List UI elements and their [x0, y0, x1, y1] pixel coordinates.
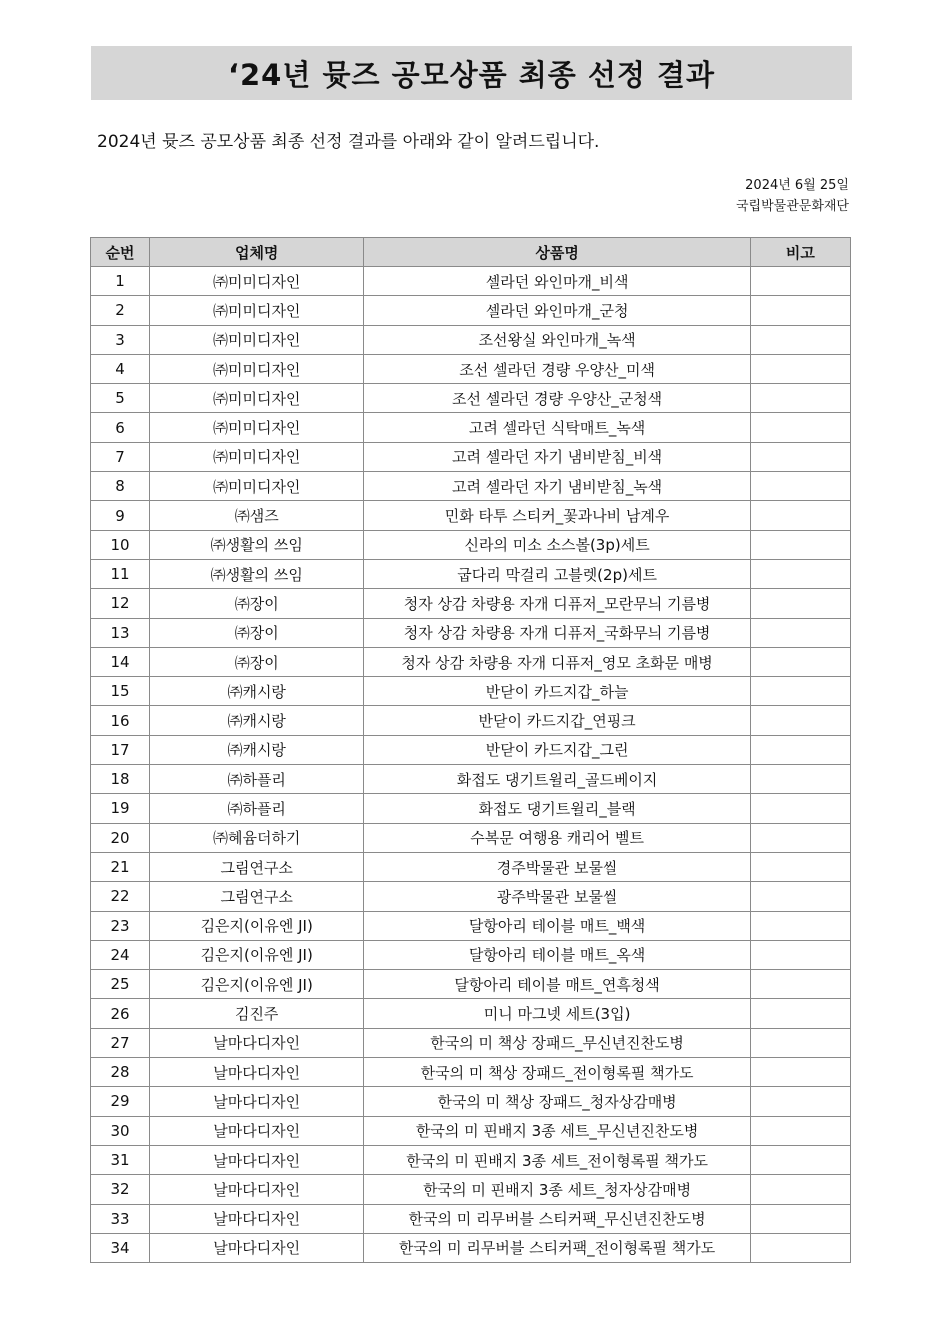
cell-number: 20: [91, 823, 150, 852]
table-row: [91, 354, 851, 383]
cell-product: 반닫이 카드지갑_하늘: [364, 677, 751, 706]
table-row: [91, 296, 851, 325]
table-row: [91, 442, 851, 471]
cell-note: [750, 823, 850, 852]
issuing-organization: 국립박물관문화재단: [735, 199, 849, 214]
cell-number: 17: [91, 735, 150, 764]
table-row: [91, 267, 851, 296]
cell-company: ㈜샘즈: [150, 501, 364, 530]
cell-company: ㈜미미디자인: [150, 413, 364, 442]
table-row: [91, 1058, 851, 1087]
cell-number: 9: [91, 501, 150, 530]
cell-note: [750, 267, 850, 296]
cell-note: [750, 384, 850, 413]
cell-number: 7: [91, 442, 150, 471]
cell-product: 조선 셀라던 경량 우양산_군청색: [364, 384, 751, 413]
cell-product: 고려 셀라던 식탁매트_녹색: [364, 413, 751, 442]
cell-note: [750, 1145, 850, 1174]
cell-note: [750, 706, 850, 735]
cell-product: 한국의 미 리무버블 스티커팩_무신년진찬도병: [364, 1204, 751, 1233]
cell-product: 수복문 여행용 캐리어 벨트: [364, 823, 751, 852]
cell-product: 신라의 미소 소스볼(3p)세트: [364, 530, 751, 559]
table-row: [91, 970, 851, 999]
header-number: 순번: [91, 238, 150, 267]
cell-product: 광주박물관 보물씰: [364, 882, 751, 911]
cell-number: 24: [91, 940, 150, 969]
cell-number: 21: [91, 852, 150, 881]
header-company: 업체명: [150, 238, 364, 267]
cell-note: [750, 999, 850, 1028]
cell-product: 달항아리 테이블 매트_옥색: [364, 940, 751, 969]
cell-company: ㈜미미디자인: [150, 472, 364, 501]
cell-number: 30: [91, 1116, 150, 1145]
cell-company: 날마다디자인: [150, 1145, 364, 1174]
cell-number: 10: [91, 530, 150, 559]
table-row: [91, 765, 851, 794]
cell-number: 6: [91, 413, 150, 442]
table-row: [91, 530, 851, 559]
cell-number: 27: [91, 1028, 150, 1057]
cell-number: 22: [91, 882, 150, 911]
cell-company: 날마다디자인: [150, 1087, 364, 1116]
cell-company: ㈜하플리: [150, 765, 364, 794]
cell-product: 굽다리 막걸리 고블렛(2p)세트: [364, 559, 751, 588]
cell-company: ㈜미미디자인: [150, 384, 364, 413]
table-row: [91, 852, 851, 881]
cell-note: [750, 559, 850, 588]
cell-number: 4: [91, 354, 150, 383]
cell-note: [750, 618, 850, 647]
cell-company: ㈜생활의 쓰임: [150, 530, 364, 559]
cell-product: 조선왕실 와인마개_녹색: [364, 325, 751, 354]
cell-number: 16: [91, 706, 150, 735]
cell-company: ㈜캐시랑: [150, 735, 364, 764]
cell-number: 1: [91, 267, 150, 296]
header-note: 비고: [750, 238, 850, 267]
cell-product: 셀라던 와인마개_비색: [364, 267, 751, 296]
table-row: [91, 823, 851, 852]
cell-product: 청자 상감 차량용 자개 디퓨저_모란무늬 기름병: [364, 589, 751, 618]
cell-number: 12: [91, 589, 150, 618]
cell-product: 셀라던 와인마개_군청: [364, 296, 751, 325]
cell-note: [750, 852, 850, 881]
cell-company: ㈜하플리: [150, 794, 364, 823]
cell-number: 23: [91, 911, 150, 940]
table-row: [91, 559, 851, 588]
table-row: [91, 1087, 851, 1116]
cell-note: [750, 1175, 850, 1204]
cell-number: 8: [91, 472, 150, 501]
cell-number: 19: [91, 794, 150, 823]
cell-note: [750, 677, 850, 706]
cell-company: ㈜캐시랑: [150, 706, 364, 735]
cell-note: [750, 325, 850, 354]
cell-note: [750, 647, 850, 676]
table-row: [91, 1204, 851, 1233]
table-row: [91, 413, 851, 442]
cell-number: 14: [91, 647, 150, 676]
table-row: [91, 472, 851, 501]
table-row: [91, 911, 851, 940]
cell-note: [750, 970, 850, 999]
cell-number: 33: [91, 1204, 150, 1233]
cell-number: 31: [91, 1145, 150, 1174]
cell-company: ㈜혜윰더하기: [150, 823, 364, 852]
cell-note: [750, 735, 850, 764]
cell-company: 김진주: [150, 999, 364, 1028]
cell-company: ㈜미미디자인: [150, 296, 364, 325]
table-row: [91, 618, 851, 647]
cell-number: 34: [91, 1233, 150, 1262]
cell-product: 한국의 미 책상 장패드_청자상감매병: [364, 1087, 751, 1116]
cell-product: 청자 상감 차량용 자개 디퓨저_국화무늬 기름병: [364, 618, 751, 647]
cell-company: 날마다디자인: [150, 1058, 364, 1087]
cell-number: 29: [91, 1087, 150, 1116]
cell-note: [750, 940, 850, 969]
cell-company: ㈜장이: [150, 647, 364, 676]
cell-number: 32: [91, 1175, 150, 1204]
cell-note: [750, 765, 850, 794]
cell-product: 고려 셀라던 자기 냄비받침_녹색: [364, 472, 751, 501]
cell-number: 13: [91, 618, 150, 647]
cell-company: 날마다디자인: [150, 1175, 364, 1204]
cell-number: 25: [91, 970, 150, 999]
cell-product: 한국의 미 책상 장패드_전이형록필 책가도: [364, 1058, 751, 1087]
table-row: [91, 940, 851, 969]
cell-note: [750, 1116, 850, 1145]
table-header-row: [91, 238, 851, 267]
cell-product: 고려 셀라던 자기 냄비받침_비색: [364, 442, 751, 471]
cell-company: 날마다디자인: [150, 1204, 364, 1233]
table-row: [91, 384, 851, 413]
cell-company: ㈜장이: [150, 589, 364, 618]
cell-product: 화접도 댕기트윌리_골드베이지: [364, 765, 751, 794]
table-row: [91, 325, 851, 354]
table-row: [91, 1116, 851, 1145]
cell-product: 경주박물관 보물씰: [364, 852, 751, 881]
cell-company: ㈜장이: [150, 618, 364, 647]
cell-note: [750, 1058, 850, 1087]
cell-number: 11: [91, 559, 150, 588]
document-title: ‘24년 뮷즈 공모상품 최종 선정 결과: [227, 57, 716, 92]
cell-product: 화접도 댕기트윌리_블랙: [364, 794, 751, 823]
table-row: [91, 882, 851, 911]
cell-product: 반닫이 카드지갑_연핑크: [364, 706, 751, 735]
table-row: [91, 706, 851, 735]
cell-product: 한국의 미 책상 장패드_무신년진찬도병: [364, 1028, 751, 1057]
table-row: [91, 735, 851, 764]
cell-note: [750, 501, 850, 530]
cell-note: [750, 1087, 850, 1116]
cell-company: ㈜생활의 쓰임: [150, 559, 364, 588]
cell-company: ㈜캐시랑: [150, 677, 364, 706]
cell-product: 달항아리 테이블 매트_연흑청색: [364, 970, 751, 999]
table-row: [91, 677, 851, 706]
cell-company: 김은지(이유엔 JI): [150, 940, 364, 969]
cell-company: ㈜미미디자인: [150, 442, 364, 471]
cell-product: 한국의 미 핀배지 3종 세트_청자상감매병: [364, 1175, 751, 1204]
cell-product: 한국의 미 핀배지 3종 세트_전이형록필 책가도: [364, 1145, 751, 1174]
title-banner: [91, 46, 852, 100]
cell-note: [750, 354, 850, 383]
cell-note: [750, 1233, 850, 1262]
cell-number: 15: [91, 677, 150, 706]
results-table: [90, 237, 851, 1263]
cell-product: 청자 상감 차량용 자개 디퓨저_영모 초화문 매병: [364, 647, 751, 676]
header-product: 상품명: [364, 238, 751, 267]
cell-company: 그림연구소: [150, 882, 364, 911]
cell-product: 민화 타투 스티커_꽃과나비 남계우: [364, 501, 751, 530]
cell-note: [750, 442, 850, 471]
cell-note: [750, 296, 850, 325]
cell-number: 18: [91, 765, 150, 794]
cell-product: 조선 셀라던 경량 우양산_미색: [364, 354, 751, 383]
cell-company: 그림연구소: [150, 852, 364, 881]
cell-company: 날마다디자인: [150, 1116, 364, 1145]
cell-product: 한국의 미 핀배지 3종 세트_무신년진찬도병: [364, 1116, 751, 1145]
table-row: [91, 501, 851, 530]
cell-note: [750, 530, 850, 559]
cell-number: 28: [91, 1058, 150, 1087]
table-row: [91, 647, 851, 676]
cell-note: [750, 1028, 850, 1057]
cell-company: 날마다디자인: [150, 1233, 364, 1262]
cell-product: 반닫이 카드지갑_그린: [364, 735, 751, 764]
cell-number: 5: [91, 384, 150, 413]
cell-company: ㈜미미디자인: [150, 354, 364, 383]
cell-note: [750, 589, 850, 618]
cell-number: 2: [91, 296, 150, 325]
table-row: [91, 999, 851, 1028]
cell-note: [750, 413, 850, 442]
table-row: [91, 794, 851, 823]
cell-note: [750, 911, 850, 940]
cell-product: 달항아리 테이블 매트_백색: [364, 911, 751, 940]
table-row: [91, 589, 851, 618]
document-date: 2024년 6월 25일: [745, 178, 849, 193]
cell-note: [750, 794, 850, 823]
cell-company: 김은지(이유엔 JI): [150, 970, 364, 999]
cell-note: [750, 472, 850, 501]
table-row: [91, 1028, 851, 1057]
cell-product: 한국의 미 리무버블 스티커팩_전이형록필 책가도: [364, 1233, 751, 1262]
cell-number: 26: [91, 999, 150, 1028]
table-row: [91, 1145, 851, 1174]
cell-number: 3: [91, 325, 150, 354]
cell-company: ㈜미미디자인: [150, 267, 364, 296]
cell-company: 날마다디자인: [150, 1028, 364, 1057]
table-row: [91, 1175, 851, 1204]
cell-company: ㈜미미디자인: [150, 325, 364, 354]
intro-text: 2024년 뮷즈 공모상품 최종 선정 결과를 아래와 같이 알려드립니다.: [97, 132, 600, 152]
cell-note: [750, 882, 850, 911]
cell-company: 김은지(이유엔 JI): [150, 911, 364, 940]
table-row: [91, 1233, 851, 1262]
cell-note: [750, 1204, 850, 1233]
cell-product: 미니 마그넷 세트(3입): [364, 999, 751, 1028]
